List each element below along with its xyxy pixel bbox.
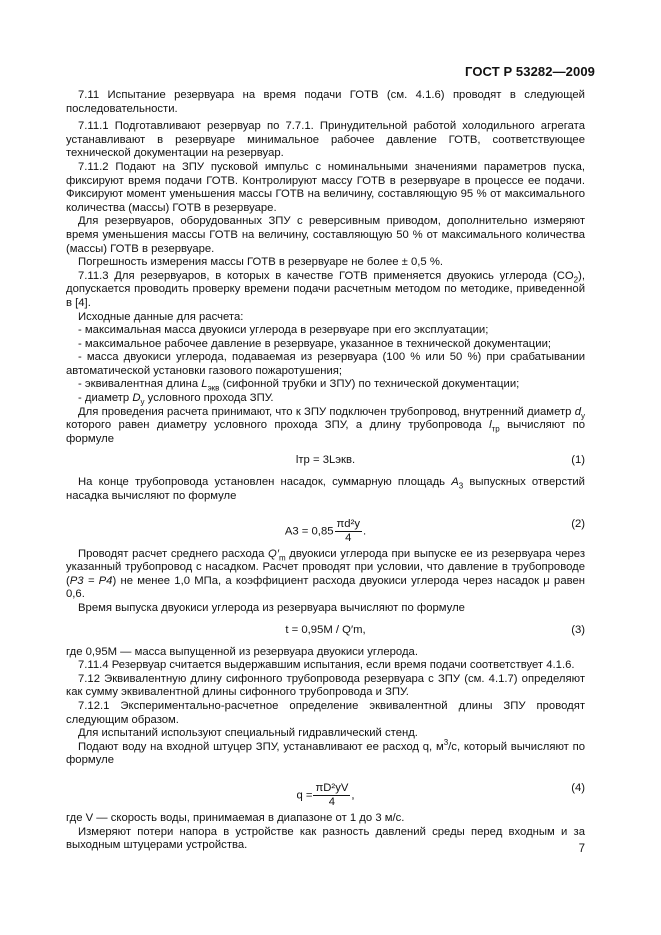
paragraph-pipeline: Для проведения расчета принимают, что к ЗПУ подключен трубопровод, внутренний диаметр $d_у$ которого равен диаметру условного прохода ЗПУ, а длину трубопровода $l_{тр}$ вычисляют по формуле [66, 405, 585, 445]
formula-3 [66, 616, 585, 646]
list-item: - эквивалентная длина $L_{экв}$ (сифонной трубки и ЗПУ) по технической документации; [78, 378, 520, 393]
paragraph-pressure-loss: Измеряют потери напора в устройстве как разность давлений среды перед входным и за выходным штуцерами устройства. [66, 825, 585, 852]
paragraph-7-11-1: 7.11.1 Подготавливают резервуар по 7.7.1. Принудительной работой холодильного агрегата устанавливают в резервуаре минимальное рабочее давление ГОТВ, соответствующее технической документации на резервуар. [66, 120, 585, 160]
formula-1 [66, 446, 585, 476]
formula-4-number: (4) [571, 781, 585, 794]
paragraph-test-stand: Для испытаний используют специальный гидравлический стенд. [78, 727, 418, 740]
formula-3-expression: t = 0,95M / Q′m, [285, 623, 366, 636]
formula-4 [66, 768, 585, 812]
formula-4-expression: q = $\frac{\text{πD²уV}}{4}$ , [296, 781, 355, 808]
formula-1-number: (1) [571, 454, 585, 467]
formula-2 [66, 504, 585, 548]
paragraph-7-12-1: 7.12.1 Экспериментально-расчетное определение эквивалентной длины ЗПУ проводят следующим образом. [66, 699, 585, 726]
paragraph-7-11: 7.11 Испытание резервуара на время подачи ГОТВ (см. 4.1.6) проводят в следующей последовательности. [66, 89, 585, 115]
body-text [66, 89, 585, 853]
paragraph-where-v: где V — скорость воды, принимаемая в диапазоне от 1 до 3 м/с. [66, 811, 405, 824]
formula-1-expression: lтр = 3Lэкв. [295, 454, 356, 467]
paragraph-nozzle: На конце трубопровода установлен насадок, суммарную площадь $A_3$ выпускных отверстий насадка вычисляют по формуле [66, 476, 585, 503]
paragraph-7-12: 7.12 Эквивалентную длину сифонного трубопровода резервуара с ЗПУ (см. 4.1.7) определяют как сумму эквивалентной длины сифонного трубопровода и ЗПУ. [66, 672, 585, 699]
formula-2-fraction: $\frac{\text{πd²у}}{4}$ [336, 517, 361, 544]
formula-4-fraction: $\frac{\text{πD²уV}}{4}$ [315, 781, 349, 808]
paragraph-7-11-3: 7.11.3 Для резервуаров, в которых в качестве ГОТВ применяется двуокись углерода $(CO_2)$, допускается проводить проверку времени подачи расчетным методом по методике, приведенной в [4]. [66, 269, 585, 309]
paragraph-where-m: где 0,95M — масса выпущенной из резервуара двуокиси углерода. [66, 645, 418, 658]
paragraph-7-11-4: 7.11.4 Резервуар считается выдержавшим испытания, если время подачи соответствует 4.1.6. [78, 659, 575, 672]
list-item: - масса двуокиси углерода, подаваемая из резервуара (100 % или 50 %) при срабатывании автоматической установки газового пожаротушения; [66, 351, 585, 377]
list-item: - максимальное рабочее давление в резервуаре, указанное в технической документации; [78, 337, 552, 350]
paragraph-release-time: Время выпуска двуокиси углерода из резервуара вычисляют по формуле [78, 602, 465, 614]
list-item: - диаметр $D_у$ условного прохода ЗПУ. [78, 392, 274, 407]
paragraph-water-supply: Подают воду на входной штуцер ЗПУ, устанавливают ее расход q, $м^3/с$, который вычисляют по формуле [66, 737, 586, 767]
paragraph-accuracy: Погрешность измерения массы ГОТВ в резервуаре не более ± 0,5 %. [78, 256, 444, 269]
standard-header: ГОСТ Р 53282—2009 [465, 64, 595, 79]
formula-2-expression: A3 = 0,85 $\frac{\text{πd²у}}{4}$ . [284, 517, 367, 544]
paragraph-input-data: Исходные данные для расчета: [78, 310, 244, 323]
formula-2-number: (2) [571, 517, 585, 530]
page-number: 7 [578, 843, 585, 855]
list-item: - максимальная масса двуокиси углерода в резервуаре при его эксплуатации; [78, 324, 489, 337]
paragraph-flow-rate: Проводят расчет среднего расхода $Q'_m$ двуокиси углерода при выпуске ее из резервуара через указанный трубопровод с насадком. Расчет проводят при условии, что давление в трубопроводе (P3 = P4) не менее 1,0 МПа, а коэффициент расхода двуокиси углерода через насадок μ равен 0,6. [66, 547, 586, 601]
formula-3-number: (3) [571, 623, 585, 636]
paragraph-7-11-2: 7.11.2 Подают на ЗПУ пусковой импульс с номинальными значениями параметров пуска, фиксируют время подачи ГОТВ. Контролируют массу ГОТВ в резервуаре в процессе ее подачи. Фиксируют момент уменьшения массы ГОТВ на величину, составляющую 95 % от максимального количества (массы) ГОТВ в резервуаре. [66, 160, 585, 214]
paragraph-reverse-drive: Для резервуаров, оборудованных ЗПУ с реверсивным приводом, дополнительно измеряют время уменьшения массы ГОТВ на величину, составляющую 50 % от максимального количества (массы) ГОТВ в резервуаре. [66, 215, 585, 255]
